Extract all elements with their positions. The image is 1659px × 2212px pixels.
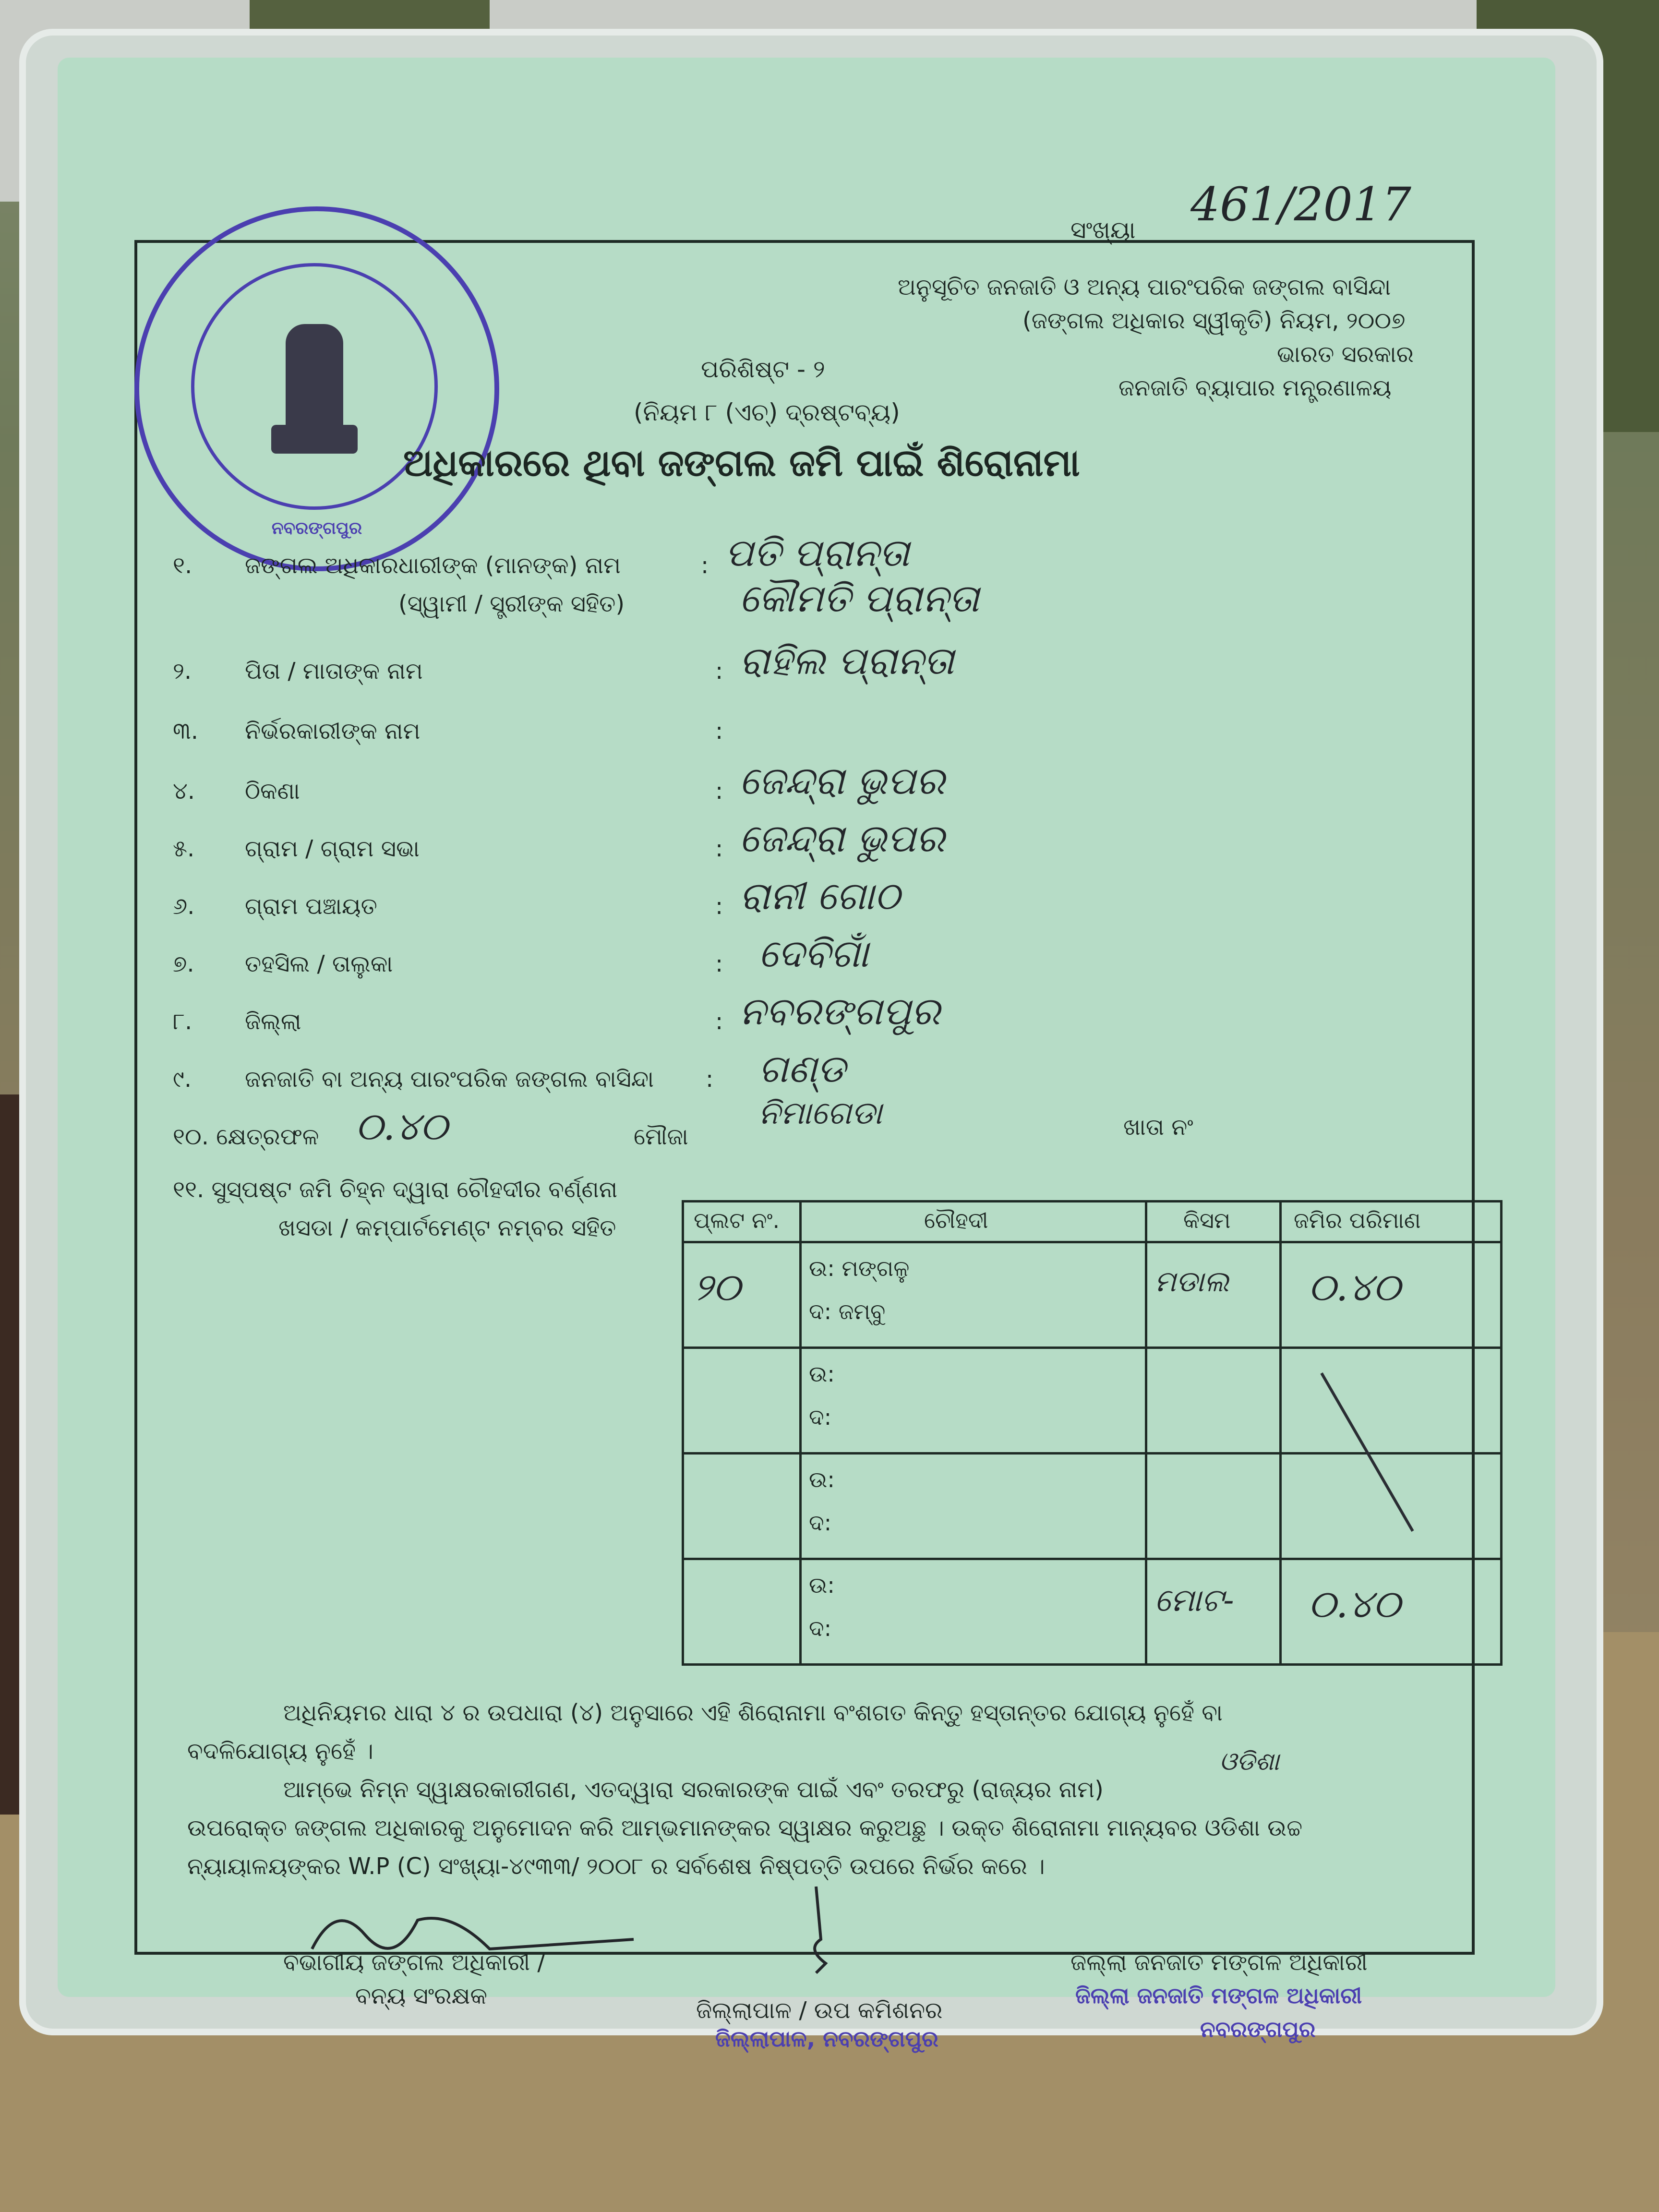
row-4-kisam: ମୋଟ-: [1154, 1582, 1234, 1619]
header-boundary: ଚୌହଦୀ: [924, 1207, 988, 1233]
colon: :: [715, 778, 723, 805]
row-4-north: ଉ:: [809, 1572, 835, 1598]
row-3-north: ଉ:: [809, 1467, 835, 1492]
field-4-value: ଜେନ୍ଦ୍ରା ଭୁପର: [739, 758, 945, 803]
colon: :: [715, 950, 723, 977]
field-9-label: ଜନଜାତି ବା ଅନ୍ୟ ପାରଂପରିକ ଜଙ୍ଗଲ ବାସିନ୍ଦା: [245, 1066, 654, 1093]
header-line-4: ଜନଜାତି ବ୍ୟାପାର ମନ୍ତ୍ରଣାଳୟ: [1118, 374, 1392, 401]
colon: :: [715, 835, 723, 862]
header-plot-no: ପ୍ଲଟ ନଂ.: [694, 1207, 780, 1233]
row-2-south: ଦ:: [809, 1404, 832, 1430]
khata-label: ଖାତା ନଂ: [1123, 1114, 1193, 1141]
header-line-1: ଅନୁସୂଚିତ ଜନଜାତି ଓ ଅନ୍ୟ ପାରଂପରିକ ଜଙ୍ଗଲ ବାସିନ୍ଦା: [898, 274, 1391, 301]
field-7-value: ଦେବିଗାଁ: [758, 931, 869, 976]
row-1-kisam: ମଡାଲ: [1154, 1265, 1229, 1298]
row-1-south: ଦ: ଜମ୍ବୁ: [809, 1298, 886, 1324]
field-9-value: ଗଣ୍ଡ: [758, 1046, 846, 1091]
title-certificate: [58, 58, 1555, 2052]
para-2-line-2: ଉପରୋକ୍ତ ଜଙ୍ଗଲ ଅଧିକାରକୁ ଅନୁମୋଦନ କରି ଆମ୍ଭମାନଙ୍କର ସ୍ୱାକ୍ଷର କରୁଅଛୁ । ଉକ୍ତ ଶିରୋନାମା ମାନ୍ୟବର ଓଡିଶା ଉଚ୍ଚ: [187, 1815, 1303, 1841]
stamp-tribal-officer-line-2: ନବରଙ୍ଗପୁର: [1200, 2016, 1316, 2042]
item-11-line-1: ୧୧. ସୁସ୍ପଷ୍ଟ ଜମି ଚିହ୍ନ ଦ୍ୱାରା ଚୌହଦୀର ବର୍ଣ୍ଣନା: [173, 1176, 618, 1203]
item-11-line-2: ଖସଡା / କମ୍ପାର୍ଟମେଣ୍ଟ ନମ୍ବର ସହିତ: [278, 1214, 616, 1241]
para-1-line-1: ଅଧିନିୟମର ଧାରା ୪ ର ଉପଧାରା (୪) ଅନୁସାରେ ଏହି ଶିରୋନାମା ବଂଶଗତ କିନ୍ତୁ ହସ୍ତାନ୍ତର ଯୋଗ୍ୟ ନୁହେଁ ବା: [283, 1699, 1223, 1726]
colon: :: [715, 658, 723, 685]
row-2-north: ଉ:: [809, 1361, 835, 1387]
colon: :: [706, 1066, 714, 1093]
stamp-collector: ଜିଲ୍ଲାପାଳ, ନବରଙ୍ଗପୁର: [715, 2026, 938, 2052]
field-8-value: ନବରଙ୍ଗପୁର: [739, 989, 940, 1034]
para-2-line-1: ଆମ୍ଭେ ନିମ୍ନ ସ୍ୱାକ୍ଷରକାରୀଗଣ, ଏତଦ୍ୱାରା ସରକାରଙ୍କ ପାଇଁ ଏବଂ ତରଫରୁ (ରାଜ୍ୟର ନାମ): [283, 1776, 1104, 1803]
mouza-label: ମୌଜା: [634, 1123, 688, 1150]
serial-value: 461/2017: [1190, 178, 1411, 231]
header-line-3: ଭାରତ ସରକାର: [1277, 341, 1414, 368]
para-1-line-2: ବଦଳିଯୋଗ୍ୟ ନୁହେଁ ।: [187, 1738, 373, 1765]
table-column-divider: [799, 1202, 802, 1663]
field-2-value: ରାହିଲ ପ୍ରାନ୍ତା: [739, 638, 954, 683]
colon: :: [715, 718, 723, 745]
table-column-divider: [1145, 1202, 1147, 1663]
signatory-center: ଜିଲ୍ଲାପାଳ / ଉପ କମିଶନର: [696, 1997, 943, 2024]
field-7-num: ୭.: [173, 950, 194, 977]
state-value: ଓଡିଶା: [1219, 1747, 1279, 1776]
field-1-num: ୧.: [173, 552, 192, 579]
field-2-num: ୨.: [173, 658, 192, 685]
row-4-area: ୦.୪୦: [1308, 1582, 1401, 1626]
field-6-num: ୬.: [173, 893, 195, 920]
signatory-left-line-2: ବନ୍ୟ ସଂରକ୍ଷକ: [355, 1983, 487, 2009]
field-5-num: ୫.: [173, 835, 195, 862]
table-row-divider: [684, 1346, 1500, 1349]
signatory-right: ଜିଲ୍ଲା ଜନଜାତି ମଙ୍ଗଳ ଅଧିକାରୀ: [1070, 1949, 1368, 1976]
table-row-divider: [684, 1452, 1500, 1455]
field-5-label: ଗ୍ରାମ / ଗ୍ରାମ ସଭା: [245, 835, 420, 862]
signatory-left-line-1: ବିଭାଗୀୟ ଜଙ୍ଗଲ ଅଧିକାରୀ /: [283, 1949, 545, 1976]
field-3-num: ୩.: [173, 718, 198, 745]
header-land-area: ଜମିର ପରିମାଣ: [1294, 1207, 1421, 1233]
national-emblem-icon: [286, 324, 343, 430]
field-1b-label: (ସ୍ୱାମୀ / ସ୍ତ୍ରୀଙ୍କ ସହିତ): [398, 590, 625, 617]
header-kisam: କିସମ: [1183, 1207, 1231, 1233]
area-label: ୧୦. କ୍ଷେତ୍ରଫଳ: [173, 1123, 319, 1150]
field-7-label: ତହସିଲ / ତାଲୁକା: [245, 950, 393, 977]
field-2-label: ପିତା / ମାତାଙ୍କ ନାମ: [245, 658, 423, 685]
serial-label: ସଂଖ୍ୟା: [1070, 216, 1136, 244]
mouza-value: ନିମାଗେଡା: [758, 1094, 882, 1131]
area-value: ୦.୪୦: [355, 1104, 448, 1149]
stamp-tribal-officer-line-1: ଜିଲ୍ଲା ଜନଜାତି ମଙ୍ଗଳ ଅଧିକାରୀ: [1075, 1983, 1362, 2008]
colon: :: [701, 552, 709, 579]
page-title: ଅଧିକାରରେ ଥିବା ଜଙ୍ଗଲ ଜମି ପାଇଁ ଶିରୋନାମା: [403, 442, 1080, 485]
field-4-label: ଠିକଣା: [245, 778, 300, 805]
colon: :: [715, 893, 723, 920]
field-4-num: ୪.: [173, 778, 195, 805]
official-seal: [134, 206, 499, 571]
table-column-divider: [1279, 1202, 1282, 1663]
field-1-value: ପତି ପ୍ରାନ୍ତା: [725, 530, 910, 575]
appendix-label: ପରିଶିଷ୍ଟ - ୨: [701, 355, 825, 383]
para-2-line-3: ନ୍ୟାୟାଳୟଙ୍କର W.P (C) ସଂଖ୍ୟା-୪୯୩୩/ ୨୦୦୮ ର ସର୍ବଶେଷ ନିଷ୍ପତ୍ତି ଉପରେ ନିର୍ଭର କରେ ।: [187, 1853, 1045, 1880]
field-5-value: ଜେନ୍ଦ୍ରା ଭୁପର: [739, 816, 945, 861]
seal-inner-ring: [191, 263, 438, 510]
seal-text: ନବରଙ୍ଗପୁର: [271, 518, 362, 538]
row-4-south: ଦ:: [809, 1615, 832, 1641]
signature-center: [787, 1882, 845, 1978]
row-3-south: ଦ:: [809, 1510, 832, 1536]
row-1-area: ୦.୪୦: [1308, 1265, 1401, 1310]
emblem-base: [271, 425, 358, 454]
field-8-num: ୮.: [173, 1008, 192, 1035]
table-row-divider: [684, 1558, 1500, 1560]
field-6-label: ଗ୍ରାମ ପଞ୍ଚାୟତ: [245, 893, 377, 920]
field-8-label: ଜିଲ୍ଲା: [245, 1008, 301, 1035]
row-1-plot: ୨୦: [694, 1265, 741, 1310]
field-9-num: ୯.: [173, 1066, 192, 1093]
field-1b-value: କୌମତି ପ୍ରାନ୍ତା: [739, 576, 979, 621]
header-line-2: (ଜଙ୍ଗଲ ଅଧିକାର ସ୍ୱୀକୃତି) ନିୟମ, ୨୦୦୭: [1022, 307, 1406, 334]
field-1-label: ଜଙ୍ଗଲ ଅଧିକାରଧାରୀଙ୍କ (ମାନଙ୍କ) ନାମ: [245, 552, 621, 579]
table-row-divider: [684, 1241, 1500, 1243]
field-3-label: ନିର୍ଭରକାରୀଙ୍କ ନାମ: [245, 718, 421, 745]
field-6-value: ରାନୀ ଗୋଠ: [739, 874, 900, 918]
rule-reference: (ନିୟମ ୮ (ଏଚ୍) ଦ୍ରଷ୍ଟବ୍ୟ): [634, 398, 900, 426]
boundary-table: [682, 1200, 1503, 1666]
colon: :: [715, 1008, 723, 1035]
row-1-north: ଉ: ମଙ୍ଗଳୁ: [809, 1255, 910, 1281]
